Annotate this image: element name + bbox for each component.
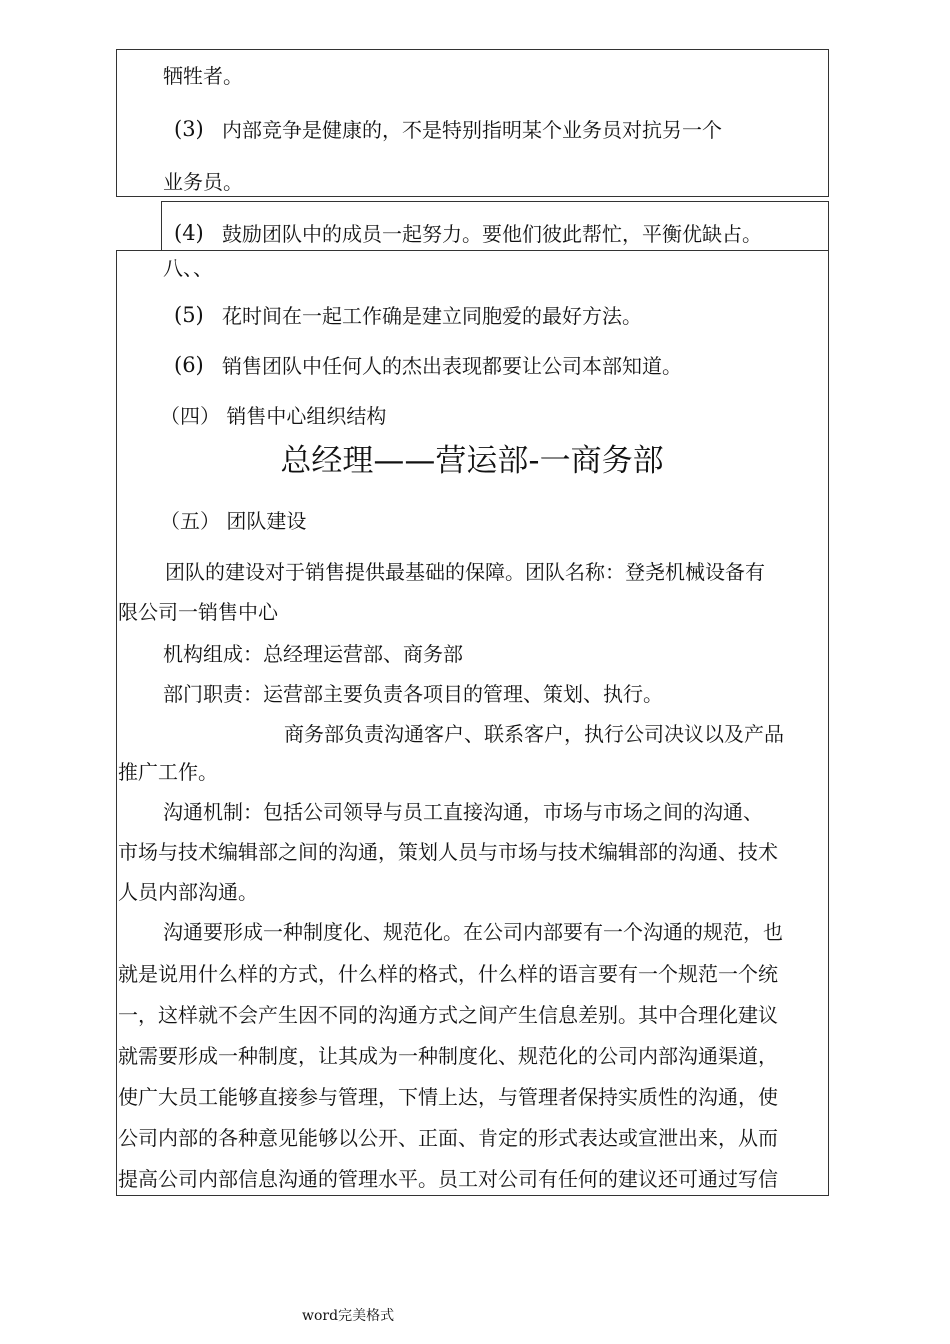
item-number: (4) [174, 221, 204, 245]
text-line: 沟通机制：包括公司领导与员工直接沟通，市场与市场之间的沟通、 [163, 800, 763, 824]
page-footer: word完美格式 [302, 1308, 395, 1324]
item-number: (5) [174, 303, 204, 327]
text-line: 部门职责：运营部主要负责各项目的管理、策划、执行。 [163, 682, 663, 706]
subheading: （四） 销售中心组织结构 [160, 404, 387, 428]
divider [828, 90, 829, 110]
text-line: 销售团队中任何人的杰出表现都要让公司本部知道。 [222, 354, 682, 378]
text-line: 沟通要形成一种制度化、规范化。在公司内部要有一个沟通的规范，也 [163, 920, 783, 944]
text-line: 市场与技术编辑部之间的沟通，策划人员与市场与技术编辑部的沟通、技术 [118, 840, 778, 864]
text-line: 牺牲者。 [163, 64, 243, 88]
text-line: 推广工作。 [118, 760, 218, 784]
text-line: 就是说用什么样的方式，什么样的格式，什么样的语言要有一个规范一个统 [118, 962, 778, 986]
text-line: 花时间在一起工作确是建立同胞爱的最好方法。 [222, 304, 642, 328]
text-line: 业务员。 [163, 170, 243, 194]
text-line: 就需要形成一种制度，让其成为一种制度化、规范化的公司内部沟通渠道， [118, 1044, 778, 1068]
text-line: 团队的建设对于销售提供最基础的保障。团队名称：登尧机械设备有 [165, 560, 765, 584]
text-line: 商务部负责沟通客户、联系客户，执行公司决议以及产品 [284, 722, 784, 746]
text-line: 机构组成：总经理运营部、商务部 [163, 642, 463, 666]
item-number: (3) [174, 117, 204, 141]
org-structure-heading: 总经理——营运部-一商务部 [280, 443, 664, 479]
text-line: 限公司一销售中心 [118, 600, 278, 624]
text-line: 使广大员工能够直接参与管理，下情上达，与管理者保持实质性的沟通，使 [118, 1085, 778, 1109]
text-line: 内部竞争是健康的，不是特别指明某个业务员对抗另一个 [222, 118, 722, 142]
text-line: 鼓励团队中的成员一起努力。要他们彼此帮忙，平衡优缺占。 [222, 222, 762, 246]
text-line: 一，这样就不会产生因不同的沟通方式之间产生信息差别。其中合理化建议 [118, 1003, 778, 1027]
item-number: (6) [174, 353, 204, 377]
text-line: 人员内部沟通。 [118, 880, 258, 904]
text-line: 提高公司内部信息沟通的管理水平。员工对公司有任何的建议还可通过写信 [118, 1167, 778, 1191]
text-line: 八、、 [163, 256, 213, 280]
text-line: 公司内部的各种意见能够以公开、正面、肯定的形式表达或宣泄出来，从而 [118, 1126, 778, 1150]
subheading: （五） 团队建设 [160, 509, 307, 533]
